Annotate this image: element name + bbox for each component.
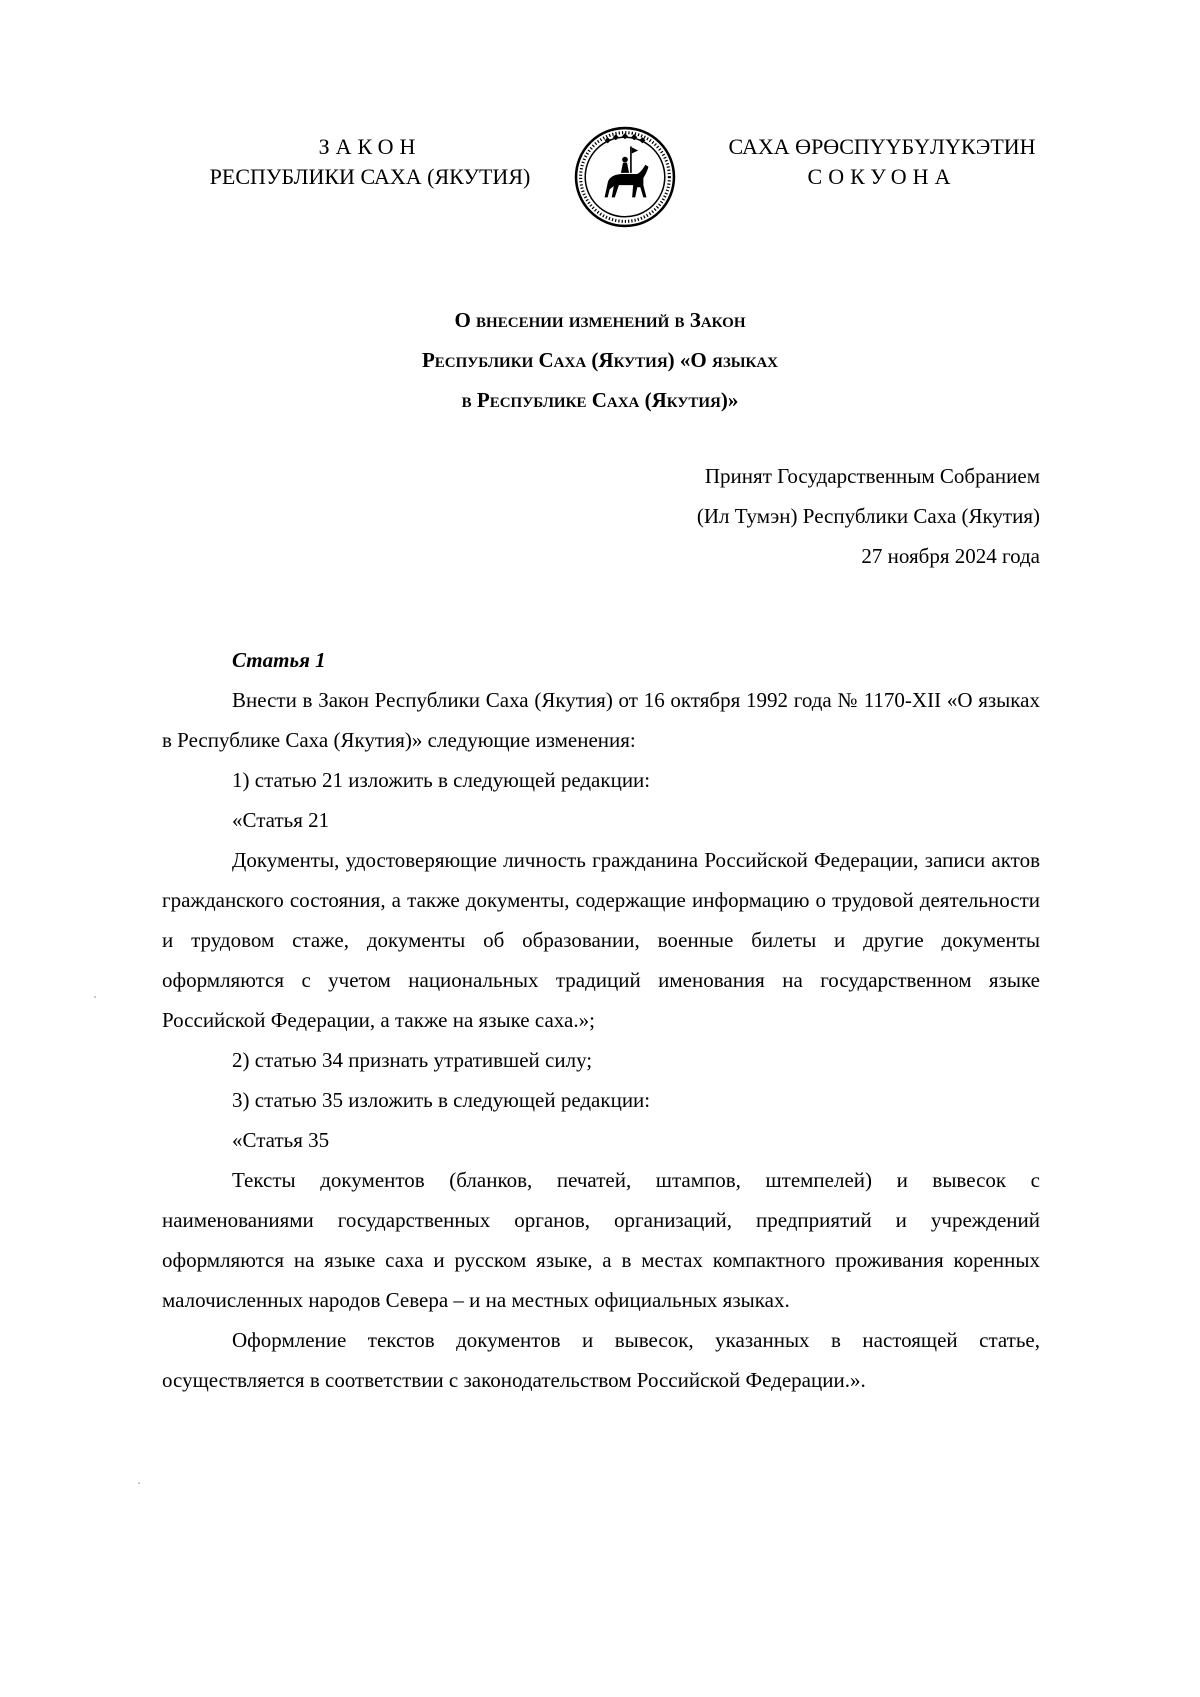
scan-speck <box>94 996 96 998</box>
law-header-russian <box>200 132 540 192</box>
scan-speck <box>138 1482 140 1484</box>
law-word-sakha: СОКУОНА <box>807 164 957 189</box>
republic-name-sakha: САХА ӨРӨСПҮҮБҮЛҮКЭТИН <box>728 134 1036 159</box>
law-title-line-1: О внесении изменений в Закон <box>454 308 746 332</box>
adoption-line-1: Принят Государственным Собранием <box>704 464 1040 488</box>
article-paragraph: Оформление текстов документов и вывесок, указанных в настоящей статье, осуществляется в соответствии с законодательством Российской Федерации.». <box>162 1328 1040 1392</box>
coat-of-arms-emblem-icon <box>574 126 676 228</box>
article-paragraph: Внести в Закон Республики Саха (Якутия) от 16 октября 1992 года № 1170-XII «О языках в Республике Саха (Якутия)» следующие изменения: <box>162 688 1040 752</box>
law-word-russian: ЗАКОН <box>318 134 422 159</box>
adoption-date: 27 ноября 2024 года <box>861 544 1040 568</box>
article-paragraph: Тексты документов (бланков, печатей, штампов, штемпелей) и вывесок с наименованиями государственных органов, организаций, предприятий и учреждений оформляются на языке саха и русском языке, а в местах компактного проживания коренных малочисленных народов Севера – и на местных официальных языках. <box>162 1168 1040 1312</box>
article-paragraph: «Статья 21 <box>232 808 330 832</box>
article-paragraph: «Статья 35 <box>232 1128 330 1152</box>
adoption-line-2: (Ил Тумэн) Республики Саха (Якутия) <box>696 504 1040 528</box>
article-paragraph: 2) статью 34 признать утратившей силу; <box>232 1048 593 1072</box>
article-paragraph: 1) статью 21 изложить в следующей редакции: <box>232 768 651 792</box>
adoption-block <box>600 456 1040 576</box>
law-title <box>300 300 900 420</box>
law-title-line-2: Республики Саха (Якутия) «О языках <box>421 348 779 372</box>
article-paragraph: Документы, удостоверяющие личность гражданина Российской Федерации, записи актов гражданского состояния, а также документы, содержащие информацию о трудовой деятельности и трудовом стаже, документы об образовании, военные билеты и другие документы оформляются с учетом национальных традиций именования на государственном языке Российской Федерации, а также на языке саха.»; <box>162 848 1040 1032</box>
article-heading: Статья 1 <box>232 648 326 672</box>
republic-name-russian: РЕСПУБЛИКИ САХА (ЯКУТИЯ) <box>209 164 531 189</box>
article-paragraph: 3) статью 35 изложить в следующей редакции: <box>232 1088 651 1112</box>
article-body <box>162 640 1040 1400</box>
law-title-line-3: в Республике Саха (Якутия)» <box>461 388 739 412</box>
law-header-sakha <box>712 132 1052 192</box>
